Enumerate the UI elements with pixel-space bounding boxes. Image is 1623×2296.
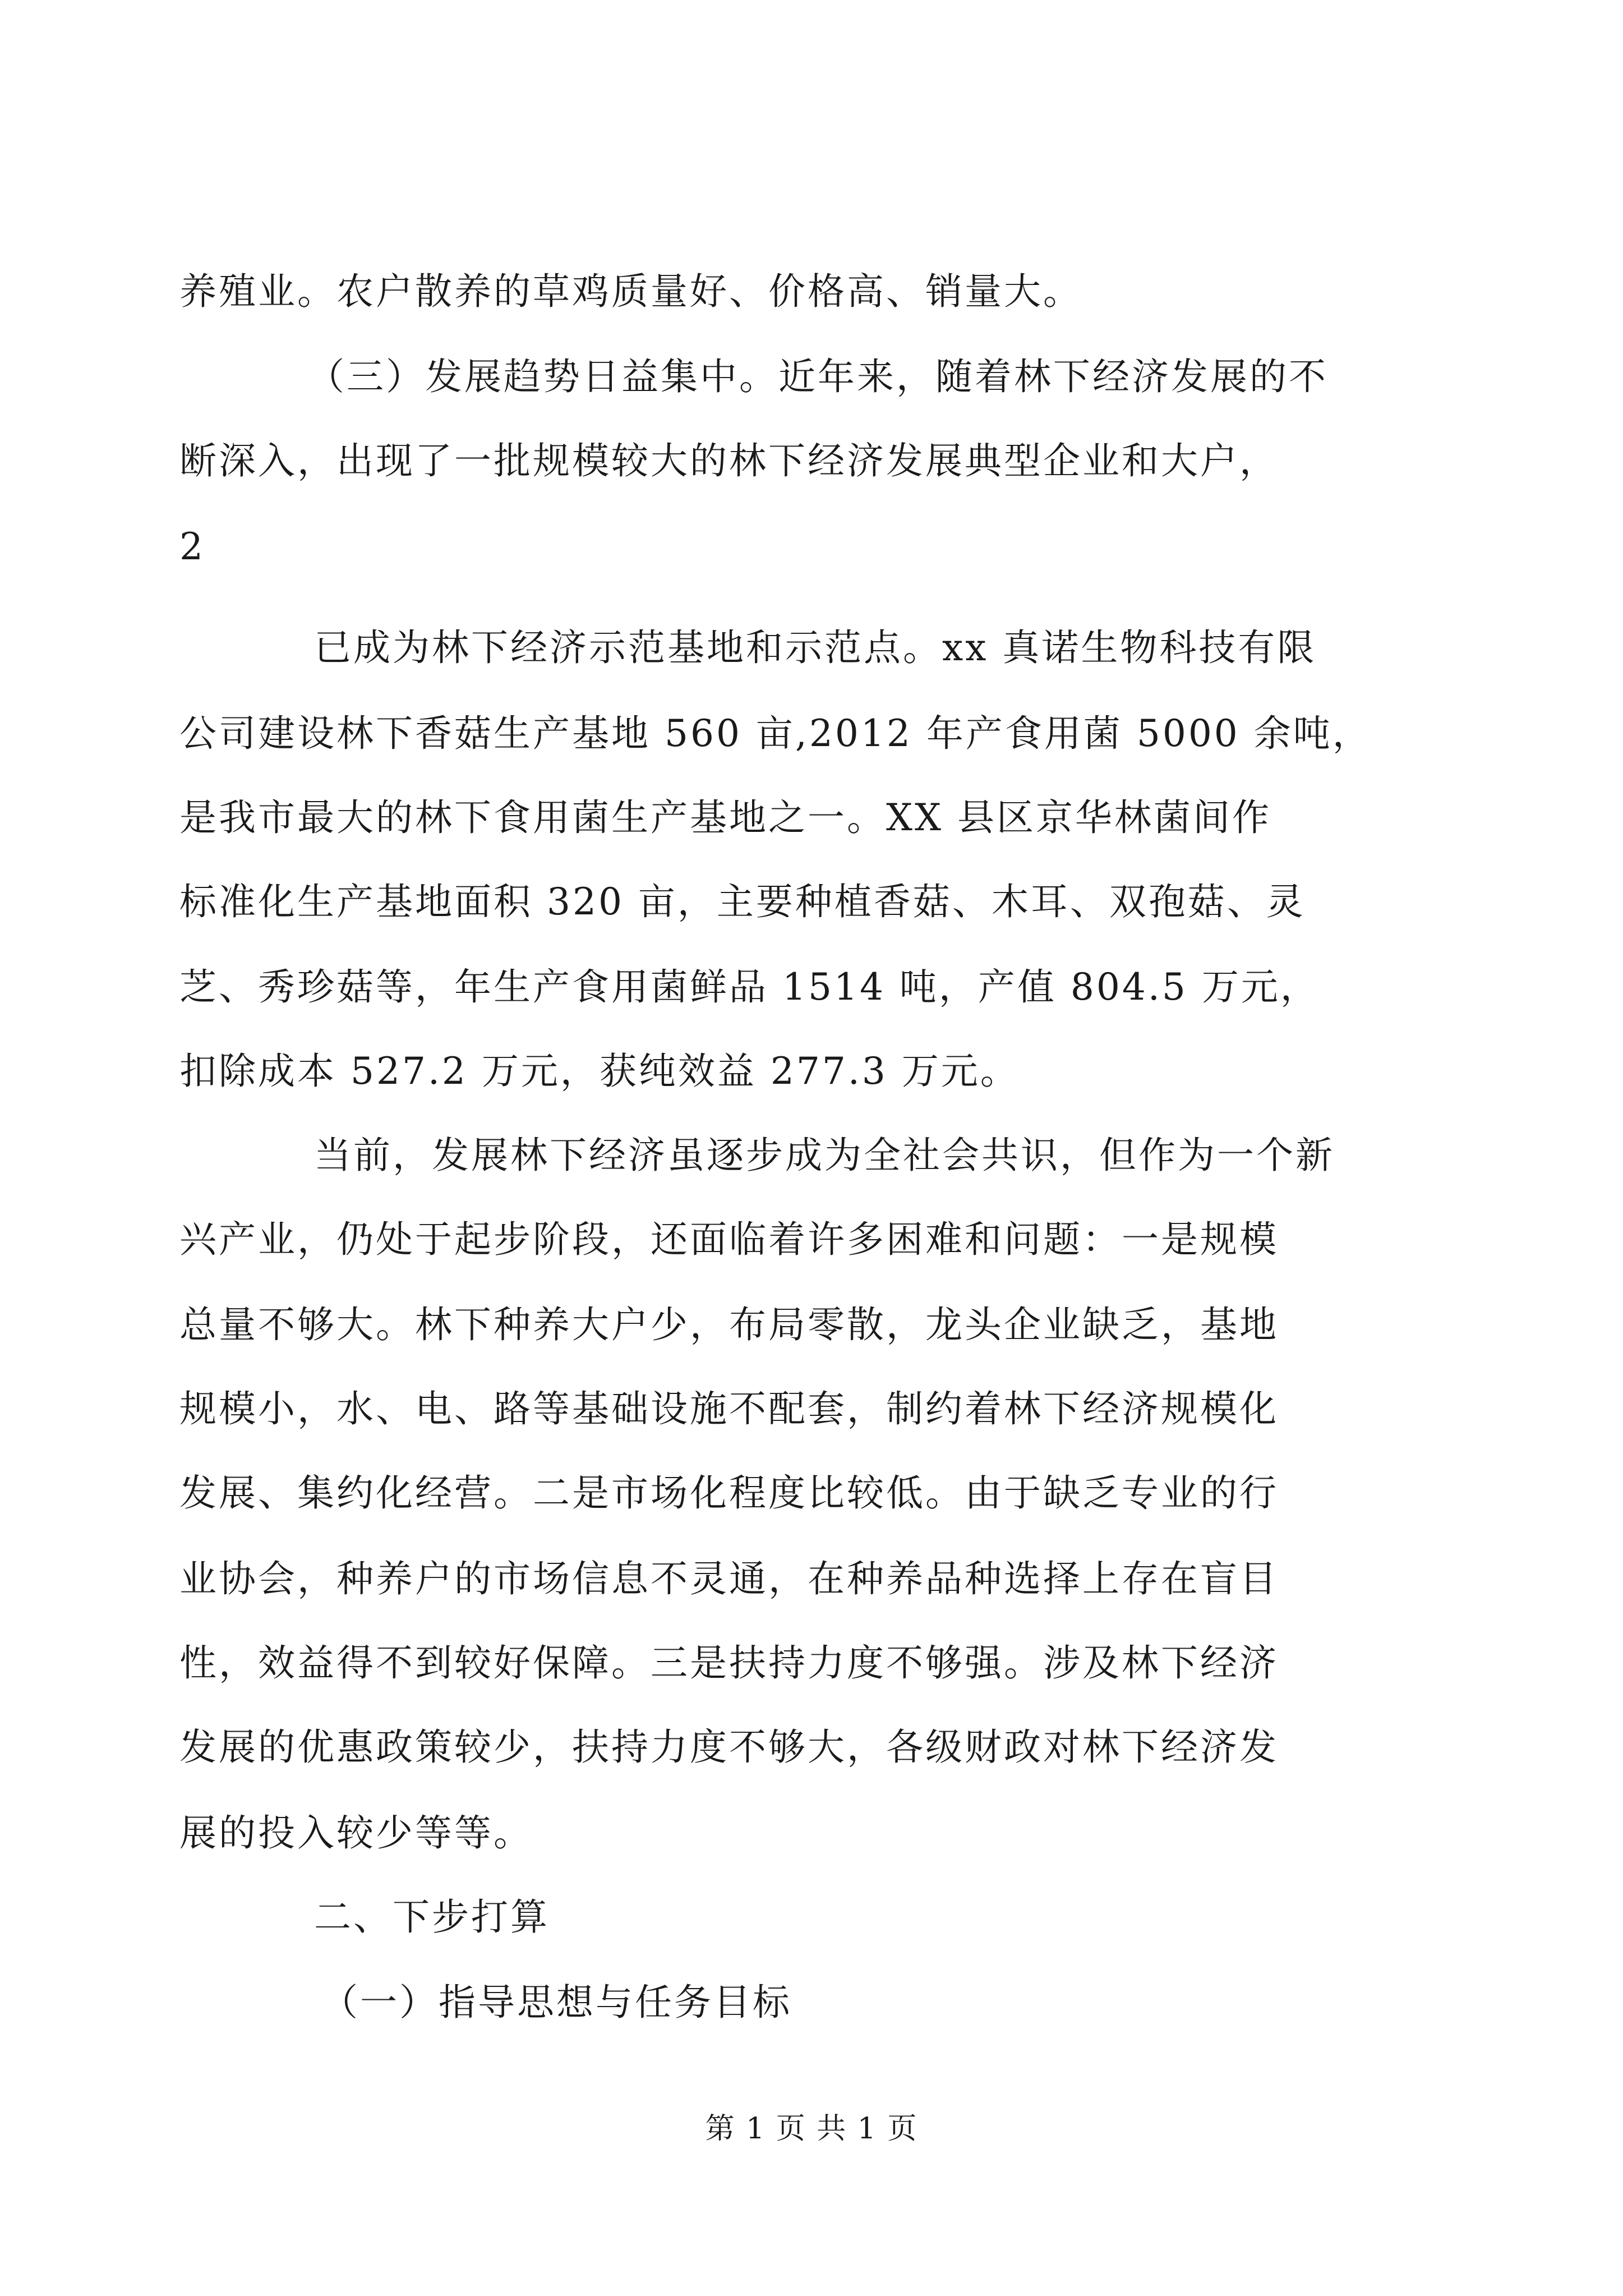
section-heading-line: （三）发展趋势日益集中。近年来，随着林下经济发展的不: [307, 355, 1328, 398]
body-line: 发展的优惠政策较少，扶持力度不够大，各级财政对林下经济发: [179, 1726, 1279, 1769]
section-heading: 二、下步打算: [314, 1895, 550, 1939]
subsection-heading: （一）指导思想与任务目标: [321, 1981, 792, 2024]
body-line: 芝、秀珍菇等，年生产食用菌鲜品 1514 吨，产值 804.5 万元，: [179, 965, 1320, 1009]
body-line: 公司建设林下香菇生产基地 560 亩,2012 年产食用菌 5000 余吨，: [179, 712, 1372, 755]
page-footer: 第 1 页 共 1 页: [705, 2112, 918, 2146]
body-line: 扣除成本 527.2 万元，获纯效益 277.3 万元。: [179, 1050, 1020, 1093]
body-line: 当前，发展林下经济虽逐步成为全社会共识，但作为一个新: [314, 1134, 1335, 1177]
body-line: 展的投入较少等等。: [179, 1811, 533, 1855]
page-break-marker: 2: [179, 525, 205, 568]
body-line: 标准化生产基地面积 320 亩，主要种植香菇、木耳、双孢菇、灵: [179, 880, 1306, 923]
body-line: 性，效益得不到较好保障。三是扶持力度不够强。涉及林下经济: [179, 1641, 1279, 1685]
body-line: 养殖业。农户散养的草鸡质量好、价格高、销量大。: [179, 270, 1082, 313]
body-line: 总量不够大。林下种养大户少，布局零散，龙头企业缺乏，基地: [179, 1303, 1279, 1346]
body-line: 兴产业，仍处于起步阶段，还面临着许多困难和问题：一是规模: [179, 1218, 1279, 1261]
body-line: 业协会，种养户的市场信息不灵通，在种养品种选择上存在盲目: [179, 1557, 1279, 1600]
body-line: 是我市最大的林下食用菌生产基地之一。XX 县区京华林菌间作: [179, 796, 1271, 839]
body-line: 断深入，出现了一批规模较大的林下经济发展典型企业和大户，: [179, 439, 1279, 482]
body-line: 发展、集约化经营。二是市场化程度比较低。由于缺乏专业的行: [179, 1471, 1279, 1515]
body-line: 已成为林下经济示范基地和示范点。xx 真诺生物科技有限: [314, 626, 1317, 669]
body-line: 规模小，水、电、路等基础设施不配套，制约着林下经济规模化: [179, 1387, 1279, 1430]
